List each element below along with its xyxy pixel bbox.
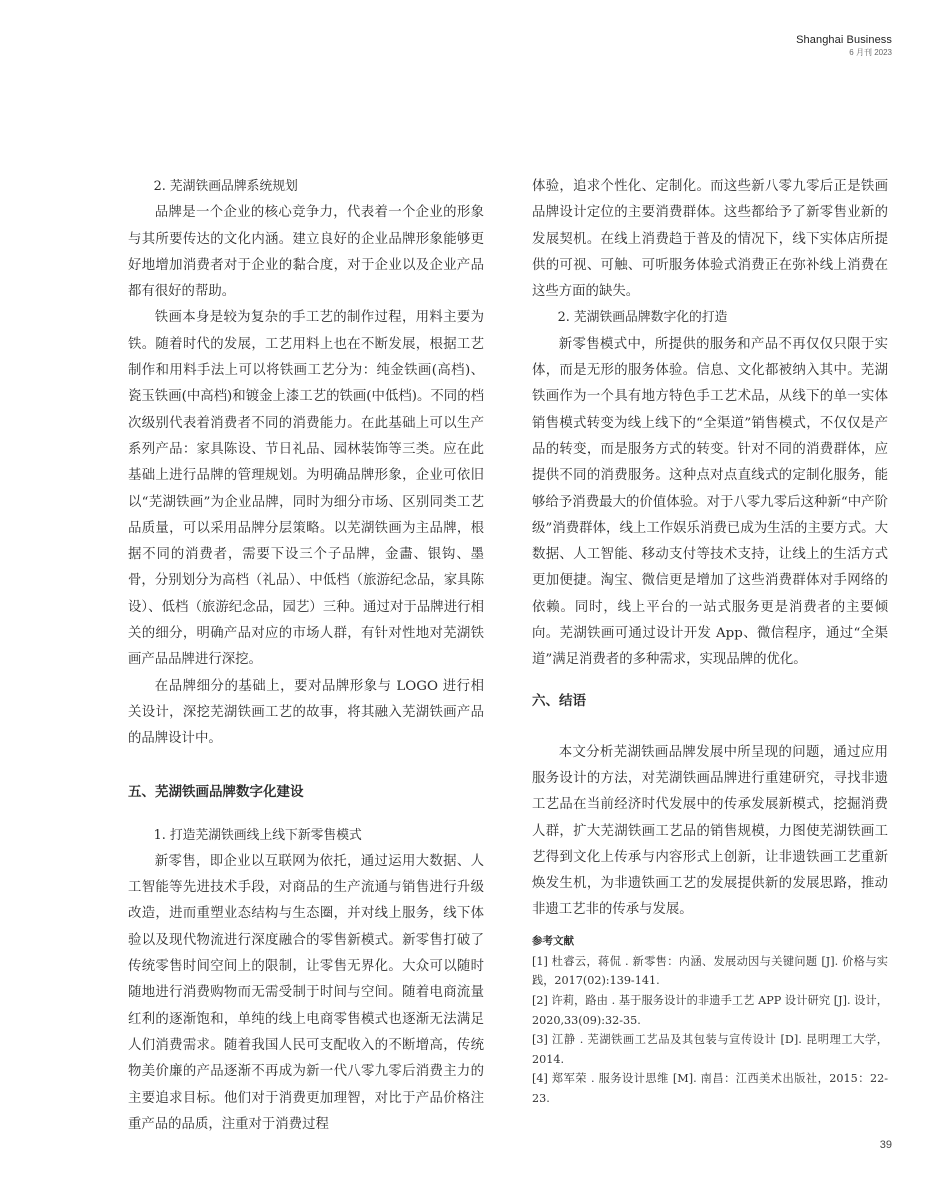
paragraph-conclusion: 本文分析芜湖铁画品牌发展中所呈现的问题，通过应用服务设计的方法，对芜湖铁画品牌进行重建研究，寻找非遗工艺品在当前经济时代发展中的传承发展新模式，挖掘消费人群，扩大芜湖铁画工艺品的销售规模，力图使芜湖铁画工艺得到文化上传承与内容形式上创新，让非遗铁画工艺重新焕发生机，为非遗铁画工艺的发展提供新的发展思路，推动非遗工艺非的传承与发展。 xyxy=(532,744,888,918)
paragraph-iron-painting-grades: 铁画本身是较为复杂的手工艺的制作过程，用料主要为铁。随着时代的发展，工艺用料上也在不断发展，根据工艺制作和用料手法上可以将铁画工艺分为：纯金铁画(高档)、瓷玉铁画(中高档)和镀金上漆工艺的铁画(中低档)。不同的档次级别代表着消费者不同的消费能力。在此基础上可以生产系列产品：家具陈设、节日礼品、园林装饰等三类。应在此基础上进行品牌的管理规划。为明确品牌形象，企业可依旧以“芜湖铁画”为企业品牌，同时为细分市场、区别同类工艺品质量，可以采用品牌分层策略。以芜湖铁画为主品牌，根据不同的消费者，需要下设三个子品牌，金畵、银钩、墨骨，分别划分为高档（礼品）、中低档（旅游纪念品，家具陈设）、低档（旅游纪念品，园艺）三种。通过对于品牌进行相关的细分，明确产品对应的市场人群，有针对性地对芜湖铁画产品品牌进行深挖。 xyxy=(128,310,484,668)
section-title-digital-construction: 五、芜湖铁画品牌数字化建设 xyxy=(128,783,304,800)
paragraph-new-retail: 新零售，即企业以互联网为依托，通过运用大数据、人工智能等先进技术手段，对商品的生产流通与销售进行升级改造，进而重塑业态结构与生态圈，并对线上服务，线下体验以及现代物流进行深度融合的零售新模式。新零售打破了传统零售时间空间上的限制，让零售无界化。大众可以随时随地进行消费购物而无需受制于时间与空间。随着电商流量红利的逐渐饱和，单纯的线上电商零售模式也逐渐无法满足人们消费需求。随着我国人民可支配收入的不断增高，传统物美价廉的产品逐渐不再成为新一代八零九零后消费主力的主要追求目标。他们对于消费更加理智，对比于产品价格注重产品的品质，注重对于消费过程 xyxy=(128,853,484,1132)
paragraph-logo-design: 在品牌细分的基础上，要对品牌形象与 LOGO 进行相关设计，深挖芜湖铁画工艺的故事，将其融入芜湖铁画产品的品牌设计中。 xyxy=(128,678,484,747)
right-column xyxy=(532,174,888,1108)
subsection-title-new-retail: 1. 打造芜湖铁画线上线下新零售模式 xyxy=(153,827,362,843)
subsection-title-brand-system: 2. 芜湖铁画品牌系统规划 xyxy=(153,179,298,194)
page-number: 39 xyxy=(879,1139,892,1151)
reference-item: [4] 郑军荣 . 服务设计思维 [M]. 南昌：江西美术出版社，2015：22-23. xyxy=(532,1072,888,1105)
publication-title: Shanghai Business xyxy=(796,34,892,46)
paragraph-omnichannel: 新零售模式中，所提供的服务和产品不再仅仅只限于实体，而是无形的服务体验。信息、文化都被纳入其中。芜湖铁画作为一个具有地方特色手工艺术品，从线下的单一实体销售模式转变为线上线下的“全渠道”销售模式，不仅仅是产品的转变，而是服务方式的转变。针对不同的消费群体，应提供不同的消费服务。这种点对点直线式的定制化服务，能够给予消费最大的价值体验。对于八零九零后这种新“中产阶级”消费群体，线上工作娱乐消费已成为生活的主要方式。大数据、人工智能、移动支付等技术支持，让线上的生活方式更加便捷。淘宝、微信更是增加了这些消费群体对手网络的依赖。同时，线上平台的一站式服务更是消费者的主要倾向。芜湖铁画可通过设计开发 App、微信程序，通过“全渠道”满足消费者的多种需求，实现品牌的优化。 xyxy=(532,336,888,668)
reference-item: [2] 许莉，路由 . 基于服务设计的非遗手工艺 APP 设计研究 [J]. 设计，2020,33(09):32-35. xyxy=(532,993,888,1027)
reference-item: [1] 杜睿云，蒋侃 . 新零售：内涵、发展动因与关键问题 [J]. 价格与实践，2017(02):139-141. xyxy=(532,954,888,988)
running-header xyxy=(796,34,892,58)
issue-label: 6 月刊 2023 xyxy=(849,48,892,57)
references-title: 参考文献 xyxy=(532,934,574,947)
section-title-conclusion: 六、结语 xyxy=(532,692,586,709)
reference-item: [3] 江静 . 芜湖铁画工艺品及其包装与宣传设计 [D]. 昆明理工大学，2014. xyxy=(532,1033,888,1066)
left-column xyxy=(128,174,484,1138)
paragraph-brand-competitiveness: 品牌是一个企业的核心竞争力，代表着一个企业的形象与其所要传达的文化内涵。建立良好的企业品牌形象能够更好地增加消费者对于企业的黏合度，对于企业以及企业产品都有很好的帮助。 xyxy=(128,205,484,300)
subsection-title-digital-brand: 2. 芜湖铁画品牌数字化的打造 xyxy=(557,310,728,326)
paragraph-continued-experience: 体验，追求个性化、定制化。而这些新八零九零后正是铁画品牌设计定位的主要消费群体。这些都给予了新零售业新的发展契机。在线上消费趋于普及的情况下，线下实体店所提供的可视、可触、可听服务体验式消费正在弥补线上消费在这些方面的缺失。 xyxy=(532,179,888,300)
